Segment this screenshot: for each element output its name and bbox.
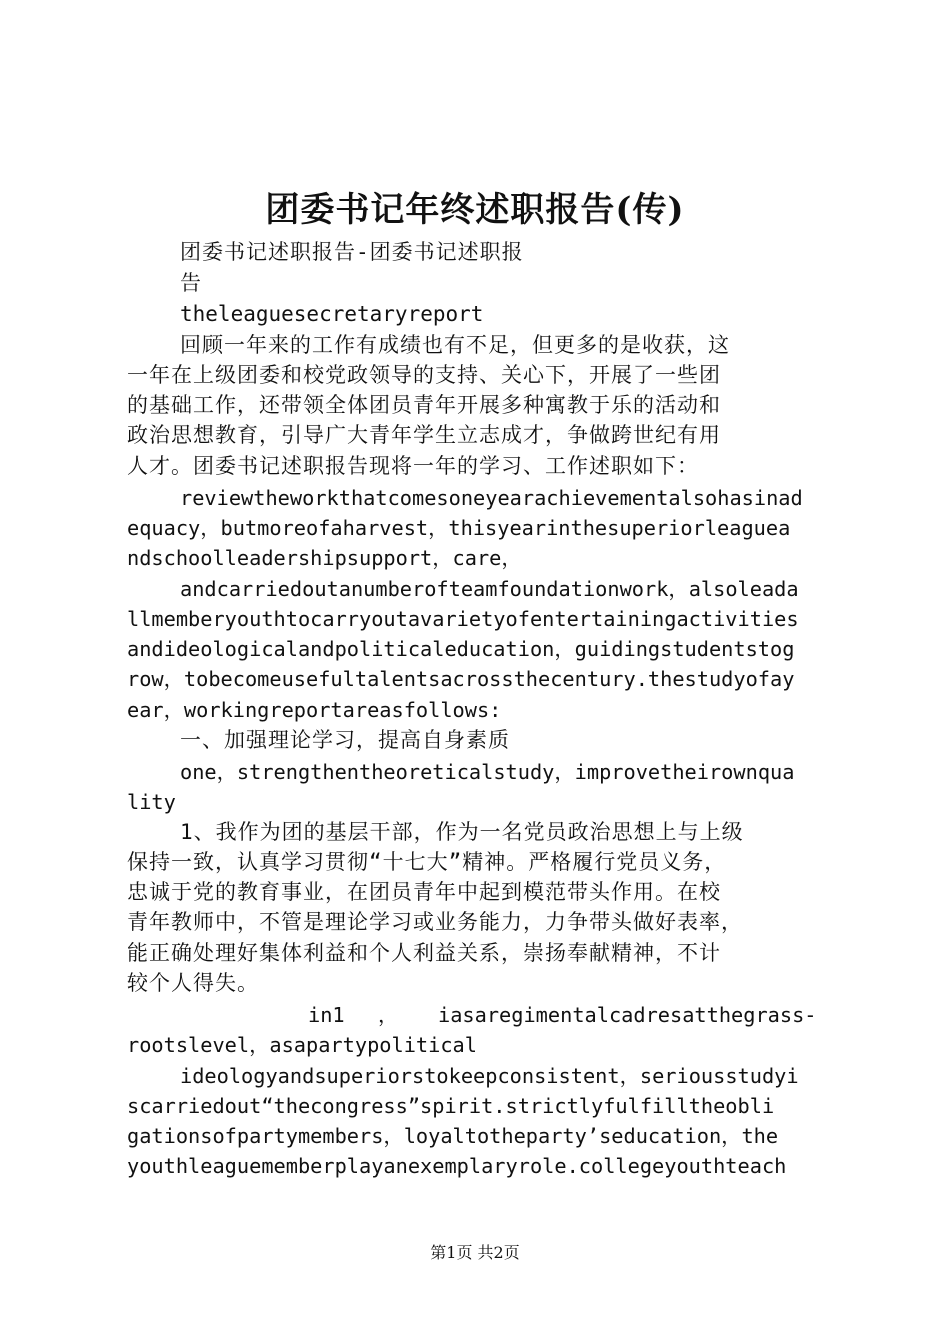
paragraph-line: 回顾一年来的工作有成绩也有不足，但更多的是收获，这	[180, 333, 730, 357]
paragraph-line: 1、我作为团的基层干部，作为一名党员政治思想上与上级	[180, 820, 744, 844]
subtitle-line: 告	[180, 271, 202, 295]
paragraph-fragment: in1	[308, 1003, 345, 1027]
paragraph-line: ideologyandsuperiorstokeepconsistent，seriousstudyi	[180, 1064, 799, 1088]
paragraph-line: 的基础工作，还带领全体团员青年开展多种寓教于乐的活动和	[127, 393, 721, 417]
paragraph-line: ndschoolleadershipsupport，care，	[127, 546, 522, 570]
paragraph-line: youthleaguememberplayanexemplaryrole.collegeyouthteach	[127, 1154, 787, 1178]
subtitle-line: 团委书记述职报告-团委书记述职报	[180, 240, 524, 264]
paragraph-line: 人才。团委书记述职报告现将一年的学习、工作述职如下：	[127, 454, 699, 478]
paragraph-line: one，strengthentheoreticalstudy，improvetheirownqua	[180, 760, 795, 784]
paragraph-line: 一年在上级团委和校党政领导的支持、关心下，开展了一些团	[127, 363, 721, 387]
paragraph-line: llmemberyouthtocarryoutavarietyofentertainingactivities	[127, 607, 799, 631]
page-number-footer: 第1页 共2页	[430, 1243, 520, 1262]
paragraph-line: row，tobecomeusefultalentsacrossthecentury.thestudyofay	[127, 667, 795, 691]
paragraph-line: 较个人得失。	[127, 971, 259, 995]
paragraph-line: 青年教师中，不管是理论学习或业务能力，力争带头做好表率，	[127, 910, 743, 934]
paragraph-line: gationsofpartymembers，loyaltotheparty’seducation，the	[127, 1124, 779, 1148]
paragraph-line: andcarriedoutanumberofteamfoundationwork，alsoleada	[180, 577, 799, 601]
paragraph-line: 忠诚于党的教育事业，在团员青年中起到模范带头作用。在校	[127, 880, 721, 904]
paragraph-line: 保持一致，认真学习贯彻“十七大”精神。严格履行党员义务，	[127, 850, 727, 874]
paragraph-fragment: ，	[378, 1003, 399, 1027]
section-heading: 一、加强理论学习，提高自身素质	[180, 728, 510, 752]
paragraph-line: ear，workingreportareasfollows:	[127, 698, 502, 722]
paragraph-line: rootslevel，asapartypolitical	[127, 1033, 477, 1057]
paragraph-line: 能正确处理好集体利益和个人利益关系，崇扬奉献精神，不计	[127, 941, 721, 965]
document-title: 团委书记年终述职报告(传)	[265, 190, 685, 230]
paragraph-line: 政治思想教育，引导广大青年学生立志成才，争做跨世纪有用	[127, 423, 721, 447]
english-subtitle: theleaguesecretaryreport	[180, 302, 484, 326]
paragraph-line: reviewtheworkthatcomesoneyearachievementalsohasinad	[180, 486, 803, 510]
paragraph-line: lity	[127, 790, 176, 814]
paragraph-line: andideologicalandpoliticaleducation，guidingstudentstog	[127, 637, 795, 661]
paragraph-line: scarriedout“thecongress”spirit.strictlyfulfilltheobli	[127, 1094, 775, 1118]
paragraph-fragment: iasaregimentalcadresatthegrass-	[438, 1003, 817, 1027]
paragraph-line: equacy，butmoreofaharvest，thisyearinthesuperiorleaguea	[127, 516, 791, 540]
